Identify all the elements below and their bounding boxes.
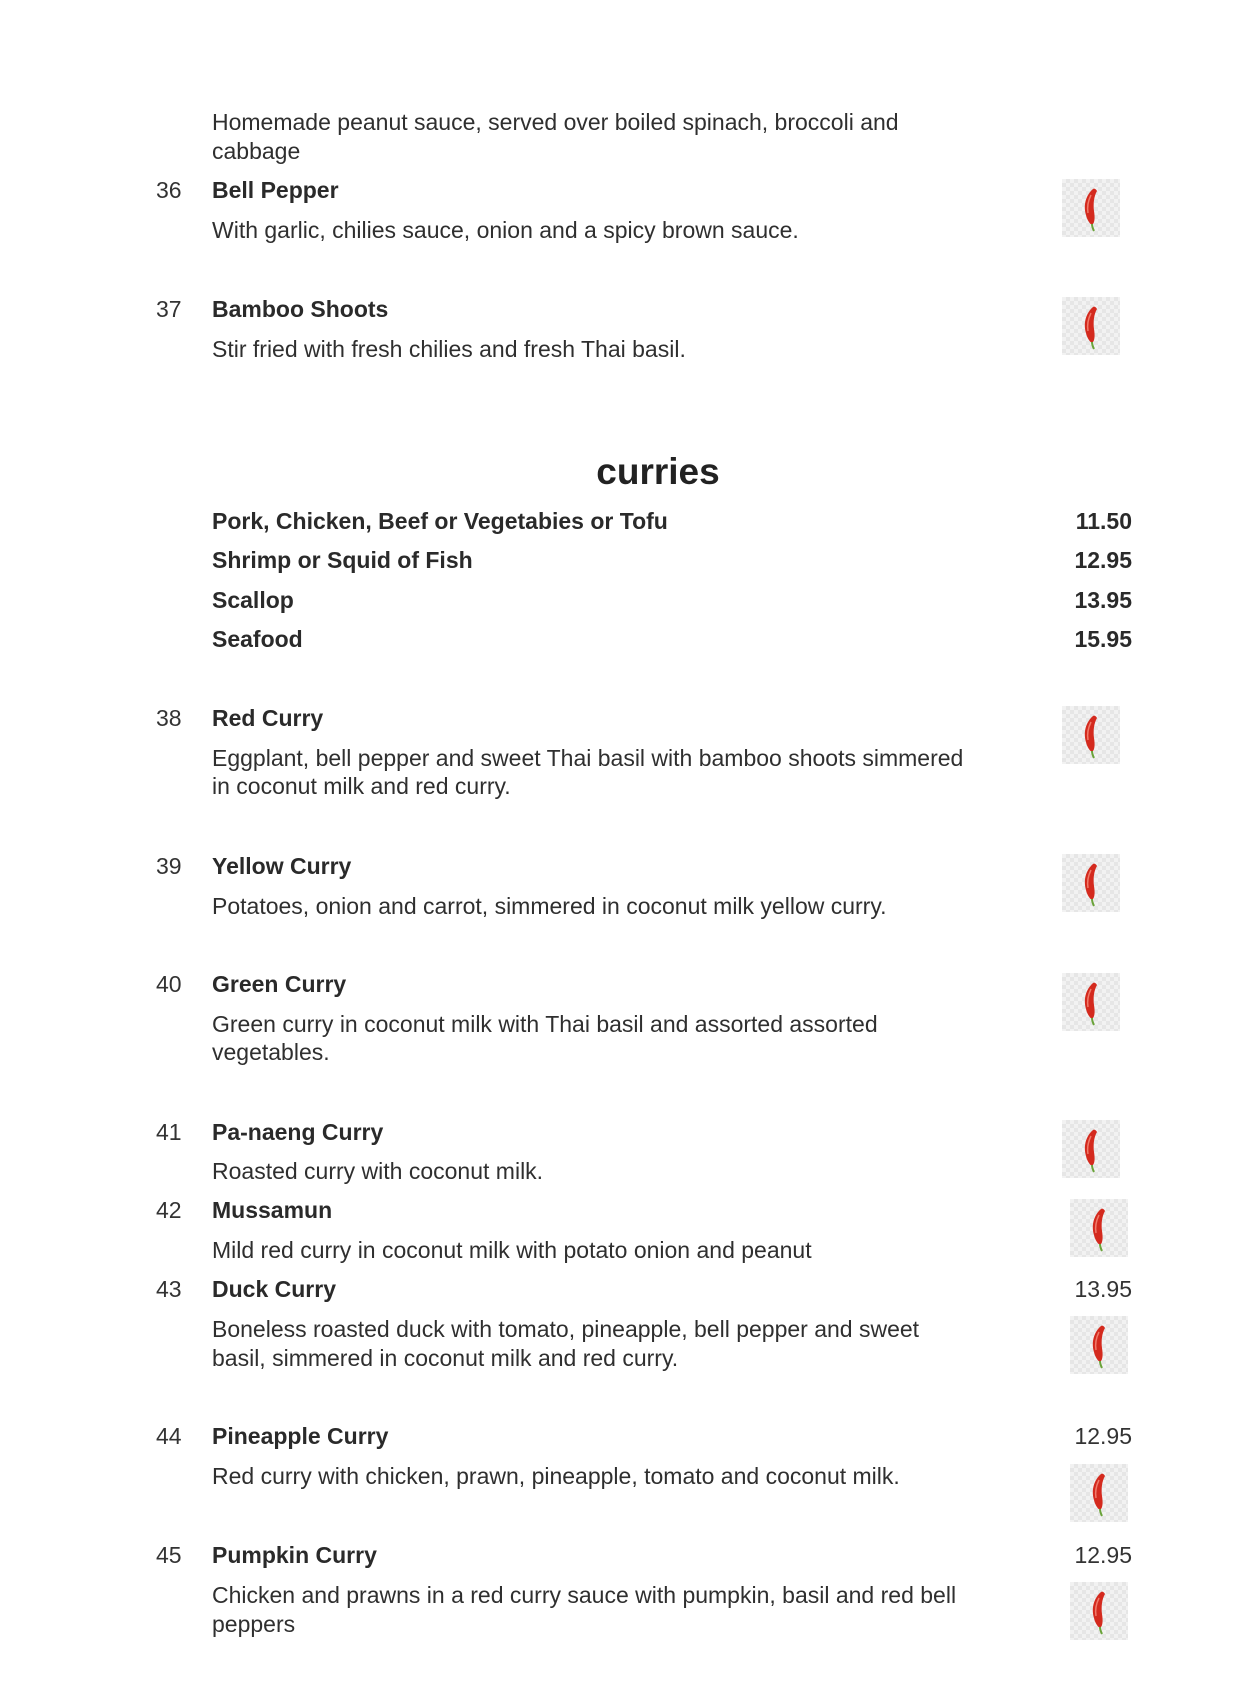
item-description: in coconut milk and red curry.	[212, 773, 511, 799]
item-name: Pumpkin Curry	[212, 1542, 377, 1568]
chili-pepper-icon	[1070, 1582, 1128, 1640]
item-description: Homemade peanut sauce, served over boiled spinach, broccoli and	[212, 109, 899, 135]
item-number: 41	[156, 1119, 182, 1145]
item-description: Roasted curry with coconut milk.	[212, 1158, 544, 1184]
item-description: Stir fried with fresh chilies and fresh Thai basil.	[212, 336, 686, 362]
item-description: basil, simmered in coconut milk and red curry.	[212, 1345, 679, 1371]
item-description: Potatoes, onion and carrot, simmered in coconut milk yellow curry.	[212, 893, 887, 919]
item-description: vegetables.	[212, 1039, 330, 1065]
item-description: Red curry with chicken, prawn, pineapple, tomato and coconut milk.	[212, 1463, 900, 1489]
item-name: Duck Curry	[212, 1276, 336, 1302]
price-option-label: Scallop	[212, 587, 294, 613]
price-option-price: 15.95	[1074, 626, 1132, 652]
item-description: Green curry in coconut milk with Thai basil and assorted assorted	[212, 1011, 878, 1037]
item-price: 13.95	[1074, 1276, 1132, 1302]
item-price: 12.95	[1074, 1542, 1132, 1568]
item-number: 44	[156, 1423, 182, 1449]
item-description: Chicken and prawns in a red curry sauce with pumpkin, basil and red bell	[212, 1582, 957, 1608]
item-number: 36	[156, 177, 182, 203]
section-title: curries	[596, 451, 720, 492]
item-name: Bamboo Shoots	[212, 296, 389, 322]
price-option-label: Seafood	[212, 626, 303, 652]
item-description: peppers	[212, 1611, 296, 1637]
item-number: 38	[156, 705, 182, 731]
item-description: Boneless roasted duck with tomato, pineapple, bell pepper and sweet	[212, 1316, 920, 1342]
item-number: 37	[156, 296, 182, 322]
chili-pepper-icon	[1062, 973, 1120, 1031]
chili-pepper-icon	[1070, 1464, 1128, 1522]
chili-pepper-icon	[1062, 179, 1120, 237]
chili-pepper-icon	[1070, 1316, 1128, 1374]
chili-pepper-icon	[1062, 854, 1120, 912]
item-description: cabbage	[212, 138, 301, 164]
chili-pepper-icon	[1062, 297, 1120, 355]
item-description: Eggplant, bell pepper and sweet Thai basil with bamboo shoots simmered	[212, 745, 964, 771]
item-name: Mussamun	[212, 1197, 333, 1223]
item-number: 40	[156, 971, 182, 997]
chili-pepper-icon	[1070, 1199, 1128, 1257]
item-name: Green Curry	[212, 971, 347, 997]
item-number: 45	[156, 1542, 182, 1568]
chili-pepper-icon	[1062, 1120, 1120, 1178]
chili-pepper-icon	[1062, 706, 1120, 764]
item-name: Pa-naeng Curry	[212, 1119, 384, 1145]
item-description: Mild red curry in coconut milk with potato onion and peanut	[212, 1237, 812, 1263]
item-name: Yellow Curry	[212, 853, 352, 879]
item-price: 12.95	[1074, 1423, 1132, 1449]
price-option-label: Pork, Chicken, Beef or Vegetabies or Tofu	[212, 508, 668, 534]
item-description: With garlic, chilies sauce, onion and a spicy brown sauce.	[212, 217, 799, 243]
price-option-price: 13.95	[1074, 587, 1132, 613]
item-name: Red Curry	[212, 705, 324, 731]
price-option-price: 12.95	[1074, 547, 1132, 573]
item-number: 39	[156, 853, 182, 879]
item-number: 43	[156, 1276, 182, 1302]
item-number: 42	[156, 1197, 182, 1223]
item-name: Bell Pepper	[212, 177, 339, 203]
price-option-label: Shrimp or Squid of Fish	[212, 547, 473, 573]
item-name: Pineapple Curry	[212, 1423, 389, 1449]
price-option-price: 11.50	[1075, 508, 1132, 534]
